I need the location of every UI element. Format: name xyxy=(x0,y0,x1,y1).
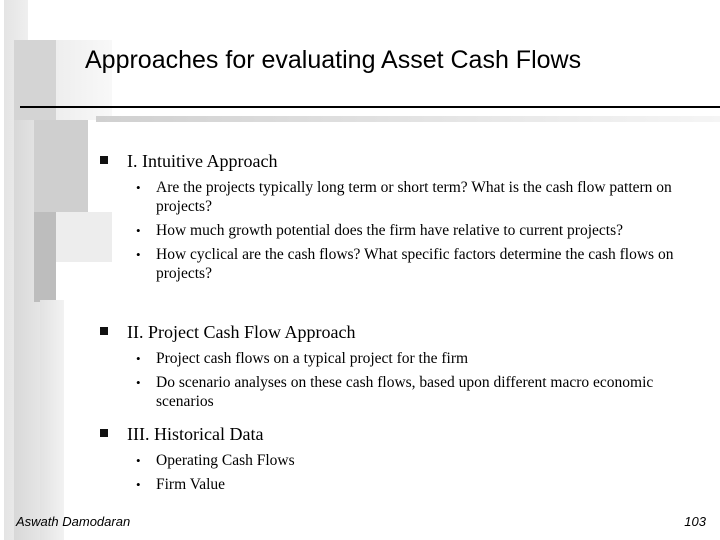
list-item-text: Operating Cash Flows xyxy=(156,452,295,469)
section-heading: I. Intuitive Approach xyxy=(127,151,278,171)
square-bullet-icon xyxy=(100,156,108,164)
bullet-dot-icon: • xyxy=(136,247,141,262)
list-item xyxy=(126,349,706,368)
bullet-dot-icon: • xyxy=(136,223,141,238)
decorative-bar xyxy=(34,212,56,302)
section-heading-row xyxy=(96,321,706,343)
bullet-dot-icon: • xyxy=(136,180,141,195)
bullet-dot-icon: • xyxy=(136,351,141,366)
decorative-bar xyxy=(40,300,64,540)
list-item-text: Are the projects typically long term or short term? What is the cash flow pattern on projects? xyxy=(156,179,672,215)
decorative-bar xyxy=(34,120,88,212)
sub-bullet-list xyxy=(96,178,706,283)
bullet-dot-icon: • xyxy=(136,453,141,468)
section-historical-data xyxy=(96,423,706,499)
section-heading: III. Historical Data xyxy=(127,424,264,444)
title-divider xyxy=(20,106,720,108)
section-project-cash-flow-approach xyxy=(96,321,706,416)
slide-title: Approaches for evaluating Asset Cash Flows xyxy=(85,46,582,74)
list-item xyxy=(126,178,706,216)
section-intuitive-approach xyxy=(96,150,706,288)
sub-bullet-list xyxy=(96,349,706,411)
title-shadow-bar xyxy=(96,116,720,122)
sub-bullet-list xyxy=(96,451,706,494)
list-item xyxy=(126,221,706,240)
section-heading-row xyxy=(96,423,706,445)
page-number: 103 xyxy=(684,514,706,529)
list-item-text: Do scenario analyses on these cash flows, based upon different macro economic scenarios xyxy=(156,374,654,410)
list-item xyxy=(126,451,706,470)
list-item-text: How much growth potential does the firm have relative to current projects? xyxy=(156,222,623,239)
decorative-bar xyxy=(14,40,56,120)
list-item-text: How cyclical are the cash flows? What specific factors determine the cash flows on projects? xyxy=(156,246,674,282)
list-item xyxy=(126,373,706,411)
list-item xyxy=(126,475,706,494)
square-bullet-icon xyxy=(100,429,108,437)
section-heading: II. Project Cash Flow Approach xyxy=(127,322,356,342)
square-bullet-icon xyxy=(100,327,108,335)
bullet-dot-icon: • xyxy=(136,375,141,390)
footer-author: Aswath Damodaran xyxy=(16,514,131,529)
list-item-text: Project cash flows on a typical project for the firm xyxy=(156,350,469,367)
section-heading-row xyxy=(96,150,706,172)
list-item xyxy=(126,245,706,283)
list-item-text: Firm Value xyxy=(156,476,226,493)
bullet-dot-icon: • xyxy=(136,477,141,492)
